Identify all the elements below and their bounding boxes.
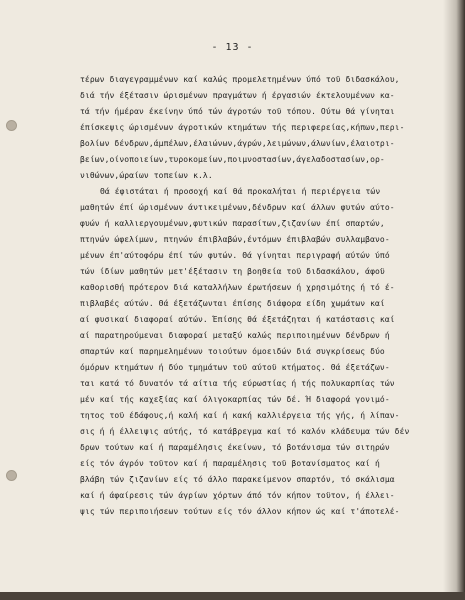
text-line: ται κατά τό δυνατόν τά αίτια τής εύρωστίας ή τής πολυκαρπίας τών — [80, 379, 395, 388]
text-line: πιβλαβές αύτών. Θά έξετάζωνται έπίσης διάφορα είδη χωμάτων καί — [80, 299, 385, 308]
text-line: μέν καί τής καχεξίας καί όλιγοκαρπίας τών δέ. Ή διαφορά γονιμό- — [80, 395, 390, 404]
text-line: φυών ή καλλιεργουμένων,φυτικών παρασίτων,ζιζανίων έπί σπαρτών, — [80, 219, 385, 228]
page-edge-shadow — [443, 0, 465, 600]
document-text — [80, 72, 432, 520]
text-line: μένων έπ'αύτοφόρω έπί τών φυτών. Θά γίνηται περιγραφή αύτών ύπό — [80, 251, 390, 260]
text-line: είς τόν άγρόν τοϋτον καί ή παραμέλησις τοϋ βοτανίσματος καί ή — [80, 459, 380, 468]
text-line: όμόρων κτημάτων ή δύο τμημάτων τοϋ αύτοϋ κτήματος. Θά έξετάζων- — [80, 363, 390, 372]
text-line: έπίσκεψις ώρισμένων άγροτικών κτημάτων τής περιφερείας,κήπων,περι- — [80, 123, 405, 132]
text-line: πτηνών ώφελίμων, πτηνών έπιβλαβών,έντόμων έπιβλαβών συλλαμβανο- — [80, 235, 390, 244]
text-line: βλάβη τών ζιζανίων είς τό άλλο παρακείμενον σπαρτόν, τό σκάλισμα — [80, 475, 395, 484]
text-line: αί παρατηρούμεναι διαφοραί μεταξύ καλώς περιποιημένων δένδρων ή — [80, 331, 390, 340]
paragraph-start-line: Θά έφιστάται ή προσοχή καί θά προκαλήται ή περιέργεια τών — [100, 187, 381, 196]
text-line: καί ή άφαίρεσις τών άγρίων χόρτων άπό τόν κήπον τοϋτον, ή έλλει- — [80, 491, 395, 500]
text-line: βείων,οίνοποιείων,τυροκομείων,ποιμνοστασίων,άγελαδοστασίων,ορ- — [80, 155, 385, 164]
text-line: τών ίδίων μαθητών μετ'έξέτασιν τη βοηθεία τοϋ διδασκάλου, άφοϋ — [80, 267, 385, 276]
text-line: μαθητών έπί ώρισμένων άντικειμένων,δένδρων καί άλλων φυτών αύτο- — [80, 203, 395, 212]
text-line: βολίων δένδρων,άμπέλων,έλαιώνων,άγρών,λειμώνων,άλωνίων,έλαιοτρι- — [80, 139, 395, 148]
page-number: - 13 - — [211, 42, 254, 53]
text-line: διά τήν έξέτασιν ώρισμένων πραγμάτων ή έργασιών έκτελουμένων κα- — [80, 91, 395, 100]
text-line: τά τήν ήμέραν έκείνην ύπό τών άγροτών τοϋ τόπου. Ούτω θά γίνηται — [80, 107, 395, 116]
text-line: σις ή ή έλλειψις αύτής, τό κατάβρεγμα καί τό καλόν κλάδευμα τών δέν — [80, 427, 410, 436]
text-line: καθορισθή πρότερον διά καταλλήλων έρωτήσεων ή χρησιμότης ή τό έ- — [80, 283, 395, 292]
text-line: νιθώνων,ώραίων τοπείων κ.λ. — [80, 171, 213, 180]
text-line: τητος τοϋ έδάφους,ή καλή καί ή κακή καλλιέργεια τής γής, ή λίπαν- — [80, 411, 400, 420]
text-line: αί φυσικαί διαφοραί αύτών. Έπίσης θά έξετάζηται ή κατάστασις καί — [80, 315, 395, 324]
text-line: δρων τούτων καί ή παραμέλησις έκείνων, τό βοτάνισμα τών σιτηρών — [80, 443, 390, 452]
binder-hole — [6, 120, 17, 131]
text-line: ψις τών περιποιήσεων τούτων είς τόν άλλον κήπον ώς καί τ'άποτελέ- — [80, 507, 400, 516]
binder-hole — [6, 470, 17, 481]
text-line: τέρων διαγεγραμμένων καί καλώς προμελετημένων ύπό τοϋ διδασκάλου, — [80, 75, 400, 84]
text-line: σπαρτών καί παρημελημένων τοιούτων όμοειδών διά συγκρίσεως δύο — [80, 347, 385, 356]
page-bottom-edge — [0, 592, 465, 600]
